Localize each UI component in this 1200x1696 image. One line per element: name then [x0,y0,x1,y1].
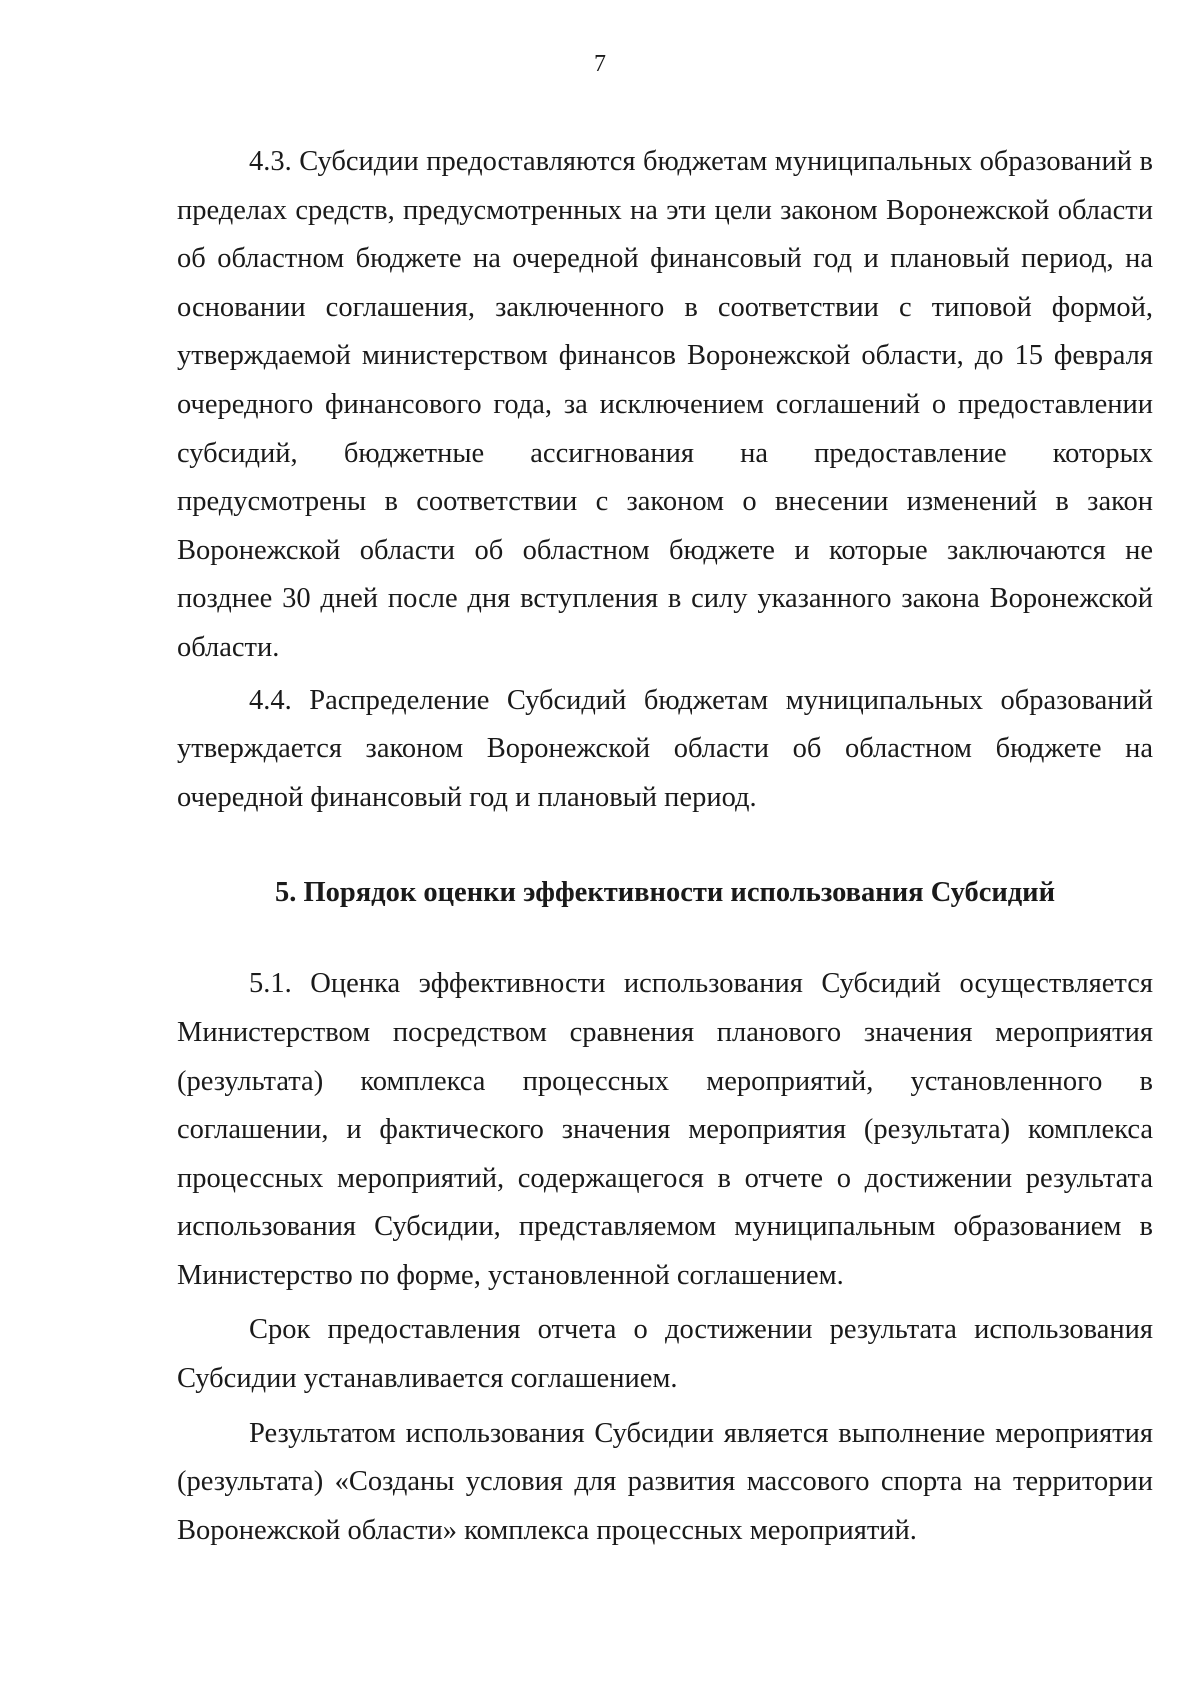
paragraph-4-4: 4.4. Распределение Субсидий бюджетам муниципальных образований утверждается законом Воронежской области об областном бюджете на очередной финансовый год и плановый период. [177,684,1153,813]
paragraph-subsidy-result: Результатом использования Субсидии является выполнение мероприятия (результата) «Созданы условия для развития массового спорта на территории Воронежской области» комплекса процессных мероприятий. [177,1417,1153,1546]
paragraph-4-3: 4.3. Субсидии предоставляются бюджетам муниципальных образований в пределах средств, предусмотренных на эти цели законом Воронежской области об областном бюджете на очередной финансовый год и плановый период, на основании соглашения, заключенного в соответствии с типовой формой, утверждаемой министерством финансов Воронежской области, до 15 февраля очередного финансового года, за исключением соглашений о предоставлении субсидий, бюджетные ассигнования на предоставление которых предусмотрены в соответствии с законом о внесении изменений в закон Воронежской области об областном бюджете и которые заключаются не позднее 30 дней после дня вступления в силу указанного закона Воронежской области. [177,146,1153,663]
paragraph-5-1: 5.1. Оценка эффективности использования Субсидий осуществляется Министерством посредством сравнения планового значения мероприятия (результата) комплекса процессных мероприятий, установленного в соглашении, и фактического значения мероприятия (результата) комплекса процессных мероприятий, содержащегося в отчете о достижении результата использования Субсидии, представляемом муниципальным образованием в Министерство по форме, установленной соглашением. [177,968,1153,1291]
section-5-heading: 5. Порядок оценки эффективности использования Субсидий [274,877,1056,909]
page-number: 7 [594,51,606,77]
paragraph-report-deadline: Срок предоставления отчета о достижении результата использования Субсидии устанавливается соглашением. [177,1314,1153,1395]
document-body [177,138,1153,1555]
